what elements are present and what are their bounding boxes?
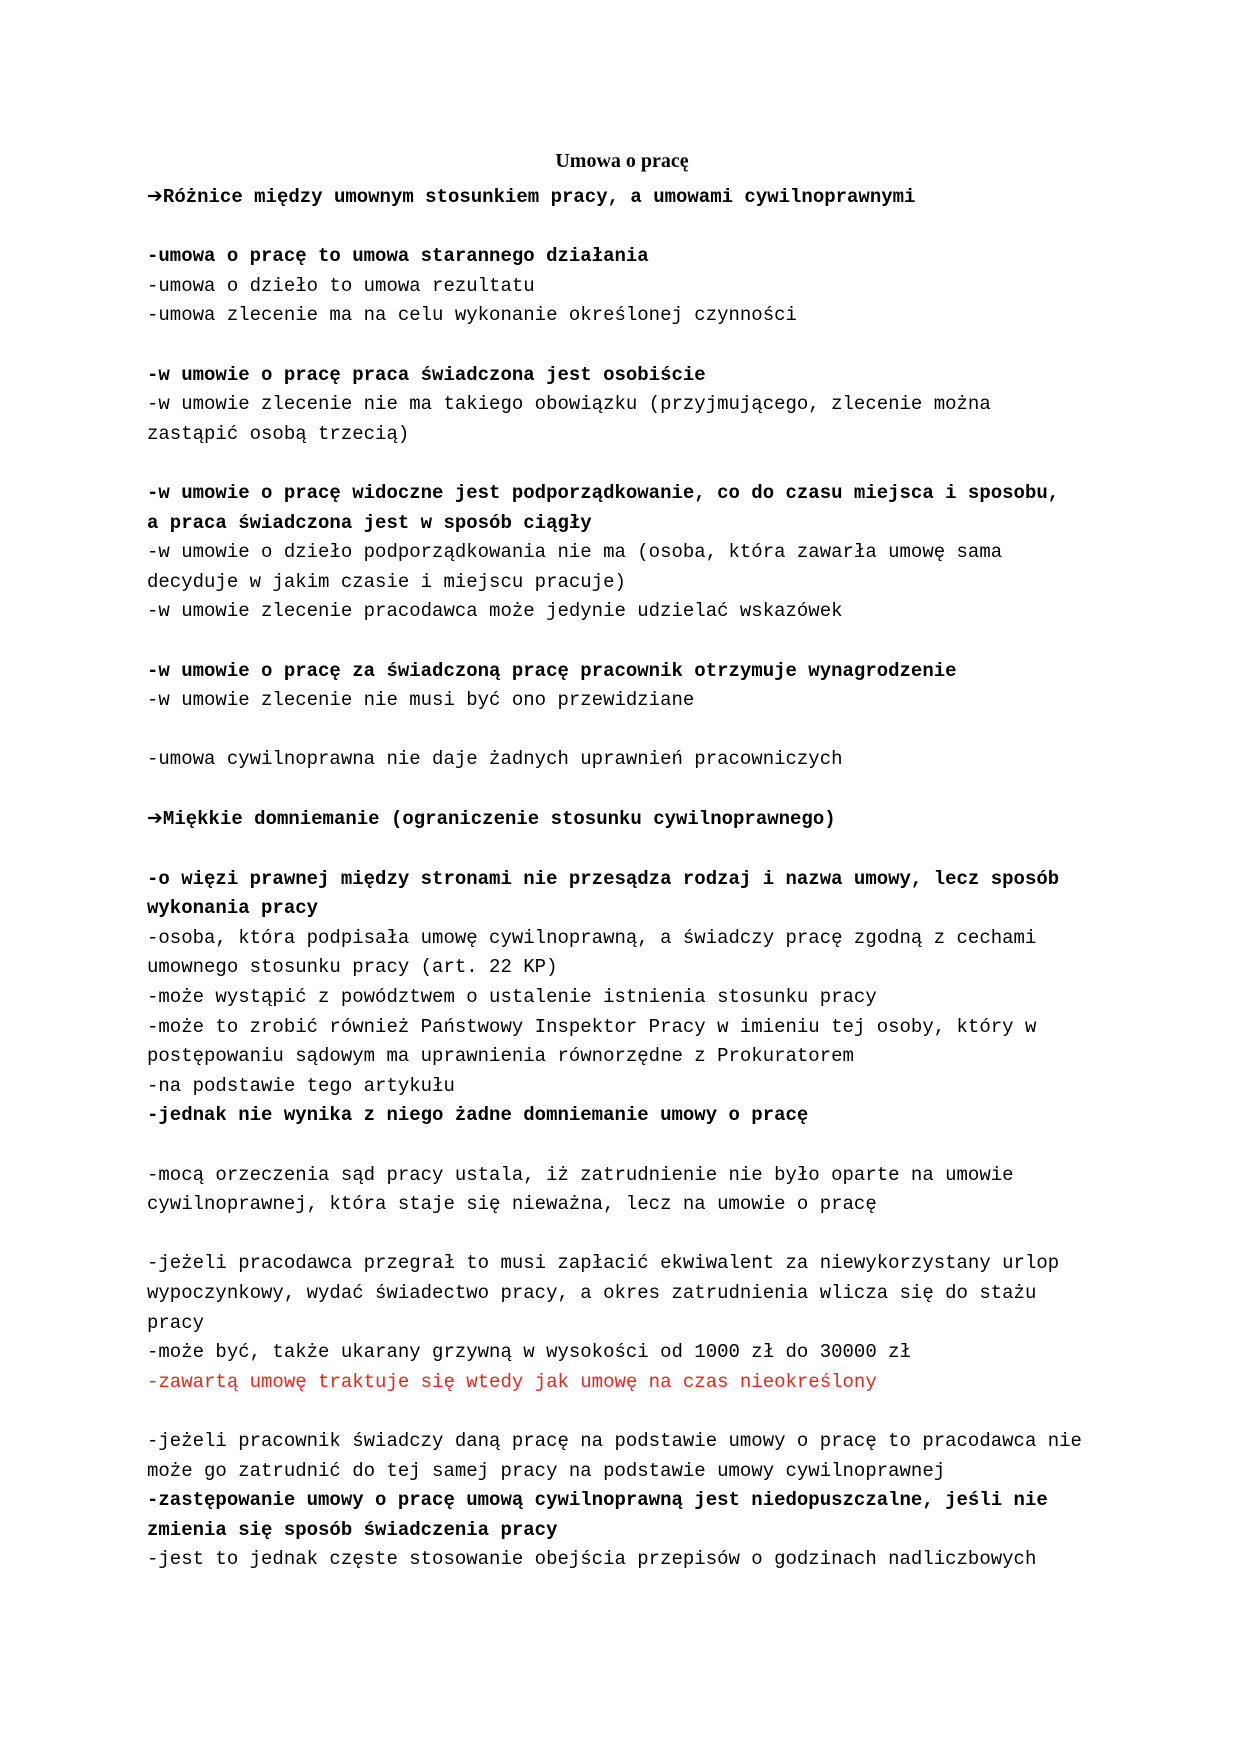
text-line: -w umowie o dzieło podporządkowania nie ma (osoba, która zawarła umowę sama <box>147 541 1003 564</box>
blank-line <box>147 331 1107 361</box>
arrow-icon: ➔ <box>147 185 163 207</box>
bold-text-line: -umowa o pracę to umowa starannego działania <box>147 245 649 268</box>
bold-text-line: wykonania pracy <box>147 897 319 920</box>
bold-text-line: -zastępowanie umowy o pracę umową cywilnoprawną jest niedopuszczalne, jeśli nie <box>147 1489 1048 1512</box>
text-line: zastąpić osobą trzecią) <box>147 422 410 445</box>
text-line: może go zatrudnić do tej samej pracy na podstawie umowy cywilnoprawnej <box>147 1459 946 1482</box>
text-line: -może wystąpić z powództwem o ustalenie istnienia stosunku pracy <box>147 986 877 1009</box>
bold-text-line: -o więzi prawnej między stronami nie przesądza rodzaj i nazwa umowy, lecz sposób <box>147 867 1060 890</box>
highlighted-text-line: -zawartą umowę traktuje się wtedy jak umowę na czas nieokreślony <box>147 1370 877 1393</box>
blank-line <box>147 716 1107 746</box>
blank-line <box>147 1131 1107 1161</box>
text-line: -umowa cywilnoprawna nie daje żadnych uprawnień pracowniczych <box>147 748 843 771</box>
bold-text-line: -w umowie o pracę praca świadczona jest osobiście <box>147 363 706 386</box>
text-line: postępowaniu sądowym ma uprawnienia równorzędne z Prokuratorem <box>147 1045 854 1068</box>
text-line: -umowa o dzieło to umowa rezultatu <box>147 274 535 297</box>
blank-line <box>147 449 1107 479</box>
bold-text-line: zmienia się sposób świadczenia pracy <box>147 1518 558 1541</box>
blank-line <box>147 835 1107 865</box>
arrow-icon: ➔ <box>147 807 163 830</box>
text-line: umownego stosunku pracy (art. 22 KP) <box>147 956 558 979</box>
text-line: -umowa zlecenie ma na celu wykonanie określonej czynności <box>147 304 797 327</box>
blank-line <box>147 627 1107 657</box>
text-line: -w umowie zlecenie nie ma takiego obowiązku (przyjmującego, zlecenie można <box>147 393 991 416</box>
text-line: -w umowie zlecenie pracodawca może jedynie udzielać wskazówek <box>147 600 843 623</box>
bold-text-line: -w umowie o pracę widoczne jest podporządkowanie, co do czasu miejsca i sposobu, <box>147 481 1060 504</box>
text-line: -jest to jednak częste stosowanie obejścia przepisów o godzinach nadliczbowych <box>147 1548 1037 1571</box>
blank-line <box>147 775 1107 805</box>
text-line: -w umowie zlecenie nie musi być ono przewidziane <box>147 689 695 712</box>
text-line: -jeżeli pracownik świadczy daną pracę na podstawie umowy o pracę to pracodawca nie <box>147 1429 1082 1452</box>
text-line: -na podstawie tego artykułu <box>147 1074 455 1097</box>
text-line: cywilnoprawnej, która staje się nieważna, lecz na umowie o pracę <box>147 1193 877 1216</box>
bold-text-line: -jednak nie wynika z niego żadne domniemanie umowy o pracę <box>147 1104 809 1127</box>
section-heading <box>147 804 1107 835</box>
blank-line <box>147 213 1107 243</box>
document-page <box>147 140 1107 1575</box>
section-heading-text: Różnice między umownym stosunkiem pracy, a umowami cywilnoprawnymi <box>162 186 916 208</box>
bold-text-line: -w umowie o pracę za świadczoną pracę pracownik otrzymuje wynagrodzenie <box>147 659 957 682</box>
text-line: -osoba, która podpisała umowę cywilnoprawną, a świadczy pracę zgodną z cechami <box>147 926 1037 949</box>
section-heading-text: Miękkie domniemanie (ograniczenie stosunku cywilnoprawnego) <box>162 808 836 831</box>
text-line: pracy <box>147 1311 205 1334</box>
blank-line <box>147 1220 1107 1250</box>
text-line: -mocą orzeczenia sąd pracy ustala, iż zatrudnienie nie było oparte na umowie <box>147 1163 1014 1186</box>
document-title: Umowa o pracę <box>555 150 689 172</box>
text-line: -jeżeli pracodawca przegrał to musi zapłacić ekwiwalent za niewykorzystany urlop <box>147 1252 1060 1275</box>
text-line: -może to zrobić również Państwowy Inspektor Pracy w imieniu tej osoby, który w <box>147 1015 1037 1038</box>
section-heading <box>147 182 1107 213</box>
bold-text-line: a praca świadczona jest w sposób ciągły <box>147 511 592 534</box>
blank-line <box>147 1397 1107 1427</box>
text-line: -może być, także ukarany grzywną w wysokości od 1000 zł do 30000 zł <box>147 1341 911 1364</box>
text-line: decyduje w jakim czasie i miejscu pracuje) <box>147 570 626 593</box>
document-body <box>147 182 1107 1575</box>
text-line: wypoczynkowy, wydać świadectwo pracy, a okres zatrudnienia wlicza się do stażu <box>147 1281 1037 1304</box>
